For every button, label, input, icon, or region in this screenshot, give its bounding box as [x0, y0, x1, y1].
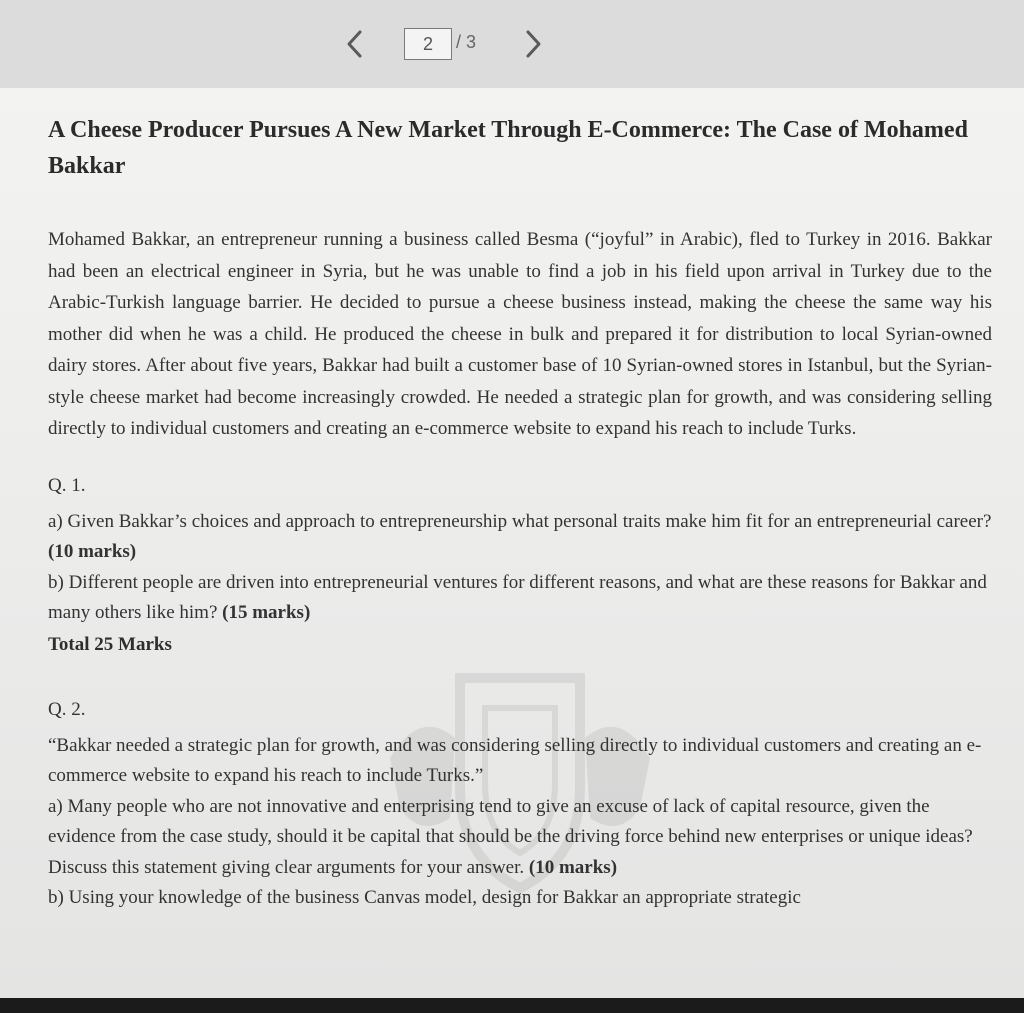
question-2-quote: “Bakkar needed a strategic plan for growth, and was considering selling directly to individual customers and creating an e-commerce website to expand his reach to include Turks.”: [48, 734, 982, 786]
question-1a-marks: (10 marks): [48, 541, 137, 562]
page-number-input[interactable]: [404, 28, 452, 60]
previous-page-button[interactable]: [336, 22, 376, 66]
question-2-heading: Q. 2.: [48, 698, 86, 720]
question-2a-text: a) Many people who are not innovative and enterprising tend to give an excuse of lack of capital resource, given the evidence from the case study, should it be capital that should be the driving force behind new enterprises or unique ideas? Discuss this statement giving clear arguments for your answer.: [48, 795, 973, 878]
question-1b-marks: (15 marks): [222, 602, 311, 623]
question-1-heading: Q. 1.: [48, 474, 86, 496]
document-page: [0, 88, 1024, 1000]
document-content: [48, 112, 992, 914]
screen-bottom-edge: [0, 998, 1024, 1013]
chevron-left-icon: [336, 22, 376, 66]
case-intro-paragraph: Mohamed Bakkar, an entrepreneur running a business called Besma (“joyful” in Arabic), fled to Turkey in 2016. Bakkar had been an electrical engineer in Syria, but he was unable to find a job in his field upon arrival in Turkey due to the Arabic-Turkish language barrier. He decided to pursue a cheese business instead, making the cheese the same way his mother did when he was a child. He produced the cheese in bulk and prepared it for distribution to local Syrian-owned dairy stores. After about five years, Bakkar had built a customer base of 10 Syrian-owned stores in Istanbul, but the Syrian-style cheese market had become increasingly crowded. He needed a strategic plan for growth, and was considering selling directly to individual customers and creating an e-commerce website to expand his reach to include Turks.: [48, 229, 992, 439]
question-2a-marks: (10 marks): [528, 856, 618, 878]
question-1: [48, 471, 992, 661]
question-2b: b) Using your knowledge of the business Canvas model, design for Bakkar an appropriate strategic: [48, 887, 801, 908]
document-title: A Cheese Producer Pursues A New Market Through E-Commerce: The Case of Mohamed Bakkar: [48, 117, 968, 179]
question-1-total: Total 25 Marks: [48, 633, 172, 655]
question-1b: [48, 568, 992, 629]
pdf-toolbar: [0, 0, 1024, 88]
next-page-button[interactable]: [512, 22, 552, 66]
question-2: [48, 695, 992, 914]
page-total-label: / 3: [456, 32, 477, 52]
question-1a: [48, 507, 992, 568]
question-1a-text: a) Given Bakkar’s choices and approach to entrepreneurship what personal traits make him fit for an entrepreneurial career?: [48, 510, 992, 532]
question-2a: [48, 792, 992, 884]
chevron-right-icon: [512, 22, 552, 66]
question-1b-text: b) Different people are driven into entrepreneurial ventures for different reasons, and what are these reasons for Bakkar and many others like him?: [48, 571, 987, 623]
